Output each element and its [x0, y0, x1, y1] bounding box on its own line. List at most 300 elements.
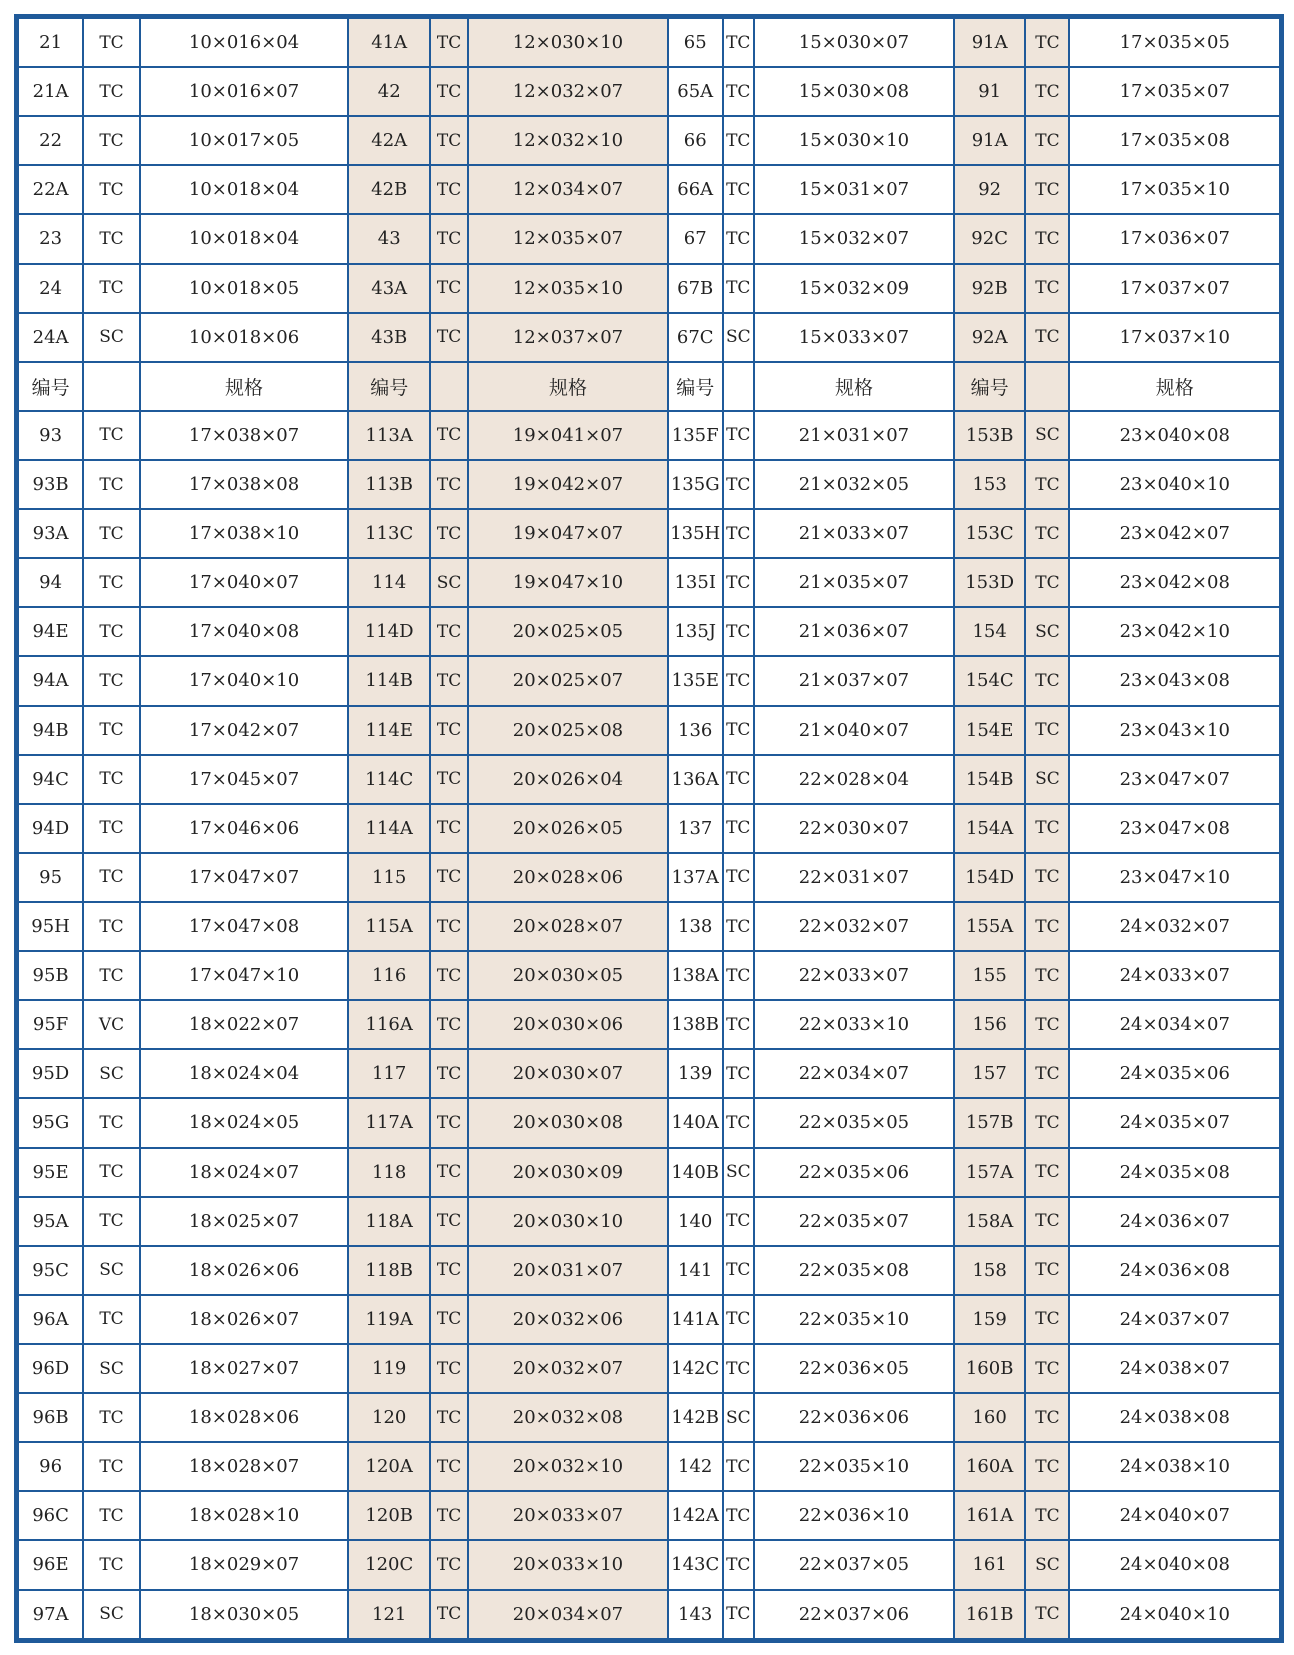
- spec-cell: 20×028×07: [469, 903, 667, 950]
- spec-cell: 24×038×07: [1070, 1345, 1279, 1392]
- id-cell: 96D: [19, 1345, 82, 1392]
- type-cell: TC: [431, 608, 467, 655]
- spec-cell: 17×035×08: [1070, 117, 1279, 164]
- id-cell: 114E: [349, 707, 429, 754]
- spec-cell: 17×047×08: [141, 903, 347, 950]
- type-cell: TC: [1026, 215, 1068, 262]
- spec-cell: 15×030×10: [755, 117, 953, 164]
- type-cell: TC: [1026, 805, 1068, 852]
- type-cell: TC: [724, 657, 753, 704]
- header-type-cell: [431, 363, 467, 410]
- type-cell: SC: [724, 314, 753, 361]
- type-cell: TC: [431, 117, 467, 164]
- id-cell: 96C: [19, 1492, 82, 1539]
- type-cell: TC: [84, 461, 139, 508]
- id-cell: 119A: [349, 1296, 429, 1343]
- id-cell: 120: [349, 1394, 429, 1441]
- type-cell: TC: [431, 1198, 467, 1245]
- id-cell: 135H: [669, 510, 722, 557]
- type-cell: SC: [1026, 608, 1068, 655]
- type-cell: TC: [1026, 1345, 1068, 1392]
- spec-cell: 10×018×04: [141, 166, 347, 213]
- type-cell: TC: [84, 1443, 139, 1490]
- id-cell: 142C: [669, 1345, 722, 1392]
- id-cell: 143: [669, 1591, 722, 1639]
- id-cell: 66A: [669, 166, 722, 213]
- type-cell: TC: [84, 1492, 139, 1539]
- spec-cell: 15×033×07: [755, 314, 953, 361]
- id-cell: 155: [955, 952, 1024, 999]
- spec-cell: 24×038×08: [1070, 1394, 1279, 1441]
- type-cell: TC: [1026, 1198, 1068, 1245]
- table-row: [19, 1591, 1279, 1639]
- table-row: [19, 19, 1279, 66]
- table-row: [19, 1198, 1279, 1245]
- spec-cell: 12×032×07: [469, 68, 667, 115]
- type-cell: TC: [431, 1492, 467, 1539]
- id-cell: 66: [669, 117, 722, 164]
- type-cell: TC: [431, 854, 467, 901]
- id-cell: 95C: [19, 1247, 82, 1294]
- seal-spec-table: [17, 17, 1281, 1640]
- type-cell: TC: [84, 608, 139, 655]
- type-cell: TC: [431, 1149, 467, 1196]
- spec-cell: 24×032×07: [1070, 903, 1279, 950]
- spec-cell: 21×040×07: [755, 707, 953, 754]
- table-row: [19, 1149, 1279, 1196]
- id-cell: 157B: [955, 1099, 1024, 1146]
- type-cell: TC: [724, 1541, 753, 1588]
- id-cell: 115: [349, 854, 429, 901]
- id-cell: 135E: [669, 657, 722, 704]
- spec-cell: 17×046×06: [141, 805, 347, 852]
- type-cell: TC: [431, 756, 467, 803]
- spec-cell: 22×032×07: [755, 903, 953, 950]
- type-cell: TC: [724, 1492, 753, 1539]
- id-cell: 96E: [19, 1541, 82, 1588]
- table-body: [19, 19, 1279, 1638]
- spec-cell: 17×036×07: [1070, 215, 1279, 262]
- spec-cell: 15×032×09: [755, 265, 953, 312]
- spec-cell: 22×036×05: [755, 1345, 953, 1392]
- table-row: [19, 1443, 1279, 1490]
- id-cell: 158: [955, 1247, 1024, 1294]
- type-cell: TC: [724, 461, 753, 508]
- id-cell: 121: [349, 1591, 429, 1639]
- id-cell: 142B: [669, 1394, 722, 1441]
- id-cell: 140: [669, 1198, 722, 1245]
- header-spec-cell: 规格: [469, 363, 667, 410]
- id-cell: 160B: [955, 1345, 1024, 1392]
- spec-cell: 22×037×05: [755, 1541, 953, 1588]
- spec-cell: 18×030×05: [141, 1591, 347, 1639]
- spec-cell: 24×040×10: [1070, 1591, 1279, 1639]
- spec-cell: 23×040×10: [1070, 461, 1279, 508]
- spec-cell: 20×033×07: [469, 1492, 667, 1539]
- type-cell: TC: [1026, 657, 1068, 704]
- spec-cell: 15×032×07: [755, 215, 953, 262]
- spec-cell: 24×040×08: [1070, 1541, 1279, 1588]
- type-cell: TC: [431, 1541, 467, 1588]
- table-row: [19, 805, 1279, 852]
- table-row: [19, 756, 1279, 803]
- id-cell: 158A: [955, 1198, 1024, 1245]
- spec-cell: 22×033×07: [755, 952, 953, 999]
- table-row: [19, 1541, 1279, 1588]
- id-cell: 92C: [955, 215, 1024, 262]
- header-spec-cell: 规格: [1070, 363, 1279, 410]
- id-cell: 137A: [669, 854, 722, 901]
- spec-cell: 10×016×07: [141, 68, 347, 115]
- spec-cell: 18×029×07: [141, 1541, 347, 1588]
- spec-cell: 18×024×07: [141, 1149, 347, 1196]
- table-row: [19, 608, 1279, 655]
- spec-cell: 20×030×10: [469, 1198, 667, 1245]
- id-cell: 153: [955, 461, 1024, 508]
- table-row: [19, 68, 1279, 115]
- spec-cell: 19×042×07: [469, 461, 667, 508]
- spec-cell: 18×026×06: [141, 1247, 347, 1294]
- id-cell: 160: [955, 1394, 1024, 1441]
- spec-cell: 21×037×07: [755, 657, 953, 704]
- id-cell: 154E: [955, 707, 1024, 754]
- type-cell: TC: [724, 1050, 753, 1097]
- type-cell: TC: [724, 756, 753, 803]
- id-cell: 43: [349, 215, 429, 262]
- id-cell: 120B: [349, 1492, 429, 1539]
- spec-cell: 18×028×07: [141, 1443, 347, 1490]
- id-cell: 135F: [669, 412, 722, 459]
- type-cell: TC: [431, 1394, 467, 1441]
- spec-cell: 10×018×04: [141, 215, 347, 262]
- id-cell: 41A: [349, 19, 429, 66]
- spec-cell: 12×035×07: [469, 215, 667, 262]
- id-cell: 136A: [669, 756, 722, 803]
- spec-cell: 17×038×07: [141, 412, 347, 459]
- spec-cell: 17×045×07: [141, 756, 347, 803]
- id-cell: 120A: [349, 1443, 429, 1490]
- spec-table-frame: [14, 14, 1284, 1643]
- type-cell: TC: [724, 215, 753, 262]
- spec-cell: 19×047×07: [469, 510, 667, 557]
- id-cell: 91: [955, 68, 1024, 115]
- id-cell: 95F: [19, 1001, 82, 1048]
- spec-cell: 22×035×10: [755, 1296, 953, 1343]
- id-cell: 137: [669, 805, 722, 852]
- spec-cell: 15×030×07: [755, 19, 953, 66]
- id-cell: 43B: [349, 314, 429, 361]
- type-cell: TC: [84, 166, 139, 213]
- id-cell: 94C: [19, 756, 82, 803]
- type-cell: TC: [724, 265, 753, 312]
- table-row: [19, 1050, 1279, 1097]
- id-cell: 113A: [349, 412, 429, 459]
- type-cell: TC: [724, 1198, 753, 1245]
- spec-cell: 20×032×06: [469, 1296, 667, 1343]
- type-cell: TC: [724, 952, 753, 999]
- spec-cell: 24×035×07: [1070, 1099, 1279, 1146]
- type-cell: TC: [84, 756, 139, 803]
- id-cell: 156: [955, 1001, 1024, 1048]
- id-cell: 21: [19, 19, 82, 66]
- id-cell: 157A: [955, 1149, 1024, 1196]
- spec-cell: 18×022×07: [141, 1001, 347, 1048]
- id-cell: 116A: [349, 1001, 429, 1048]
- type-cell: TC: [431, 19, 467, 66]
- spec-cell: 17×040×07: [141, 559, 347, 606]
- type-cell: TC: [724, 68, 753, 115]
- spec-cell: 24×035×08: [1070, 1149, 1279, 1196]
- spec-cell: 12×032×10: [469, 117, 667, 164]
- id-cell: 117A: [349, 1099, 429, 1146]
- id-cell: 141A: [669, 1296, 722, 1343]
- type-cell: TC: [84, 412, 139, 459]
- type-cell: TC: [1026, 314, 1068, 361]
- id-cell: 161: [955, 1541, 1024, 1588]
- id-cell: 23: [19, 215, 82, 262]
- type-cell: TC: [84, 805, 139, 852]
- spec-cell: 23×042×10: [1070, 608, 1279, 655]
- header-type-cell: [724, 363, 753, 410]
- type-cell: SC: [431, 559, 467, 606]
- id-cell: 22A: [19, 166, 82, 213]
- id-cell: 154B: [955, 756, 1024, 803]
- spec-cell: 20×031×07: [469, 1247, 667, 1294]
- table-row: [19, 510, 1279, 557]
- spec-cell: 17×040×10: [141, 657, 347, 704]
- id-cell: 141: [669, 1247, 722, 1294]
- type-cell: TC: [1026, 1001, 1068, 1048]
- header-id-cell: 编号: [19, 363, 82, 410]
- spec-cell: 18×028×06: [141, 1394, 347, 1441]
- id-cell: 93B: [19, 461, 82, 508]
- id-cell: 92A: [955, 314, 1024, 361]
- id-cell: 116: [349, 952, 429, 999]
- type-cell: TC: [1026, 707, 1068, 754]
- spec-cell: 10×018×05: [141, 265, 347, 312]
- type-cell: TC: [724, 559, 753, 606]
- type-cell: TC: [84, 215, 139, 262]
- id-cell: 154D: [955, 854, 1024, 901]
- id-cell: 157: [955, 1050, 1024, 1097]
- type-cell: SC: [1026, 412, 1068, 459]
- table-row: [19, 559, 1279, 606]
- type-cell: TC: [724, 1345, 753, 1392]
- spec-cell: 22×036×06: [755, 1394, 953, 1441]
- spec-cell: 24×037×07: [1070, 1296, 1279, 1343]
- type-cell: TC: [1026, 854, 1068, 901]
- type-cell: TC: [1026, 1099, 1068, 1146]
- type-cell: TC: [84, 854, 139, 901]
- type-cell: TC: [431, 1247, 467, 1294]
- type-cell: TC: [84, 1394, 139, 1441]
- id-cell: 135I: [669, 559, 722, 606]
- id-cell: 139: [669, 1050, 722, 1097]
- spec-cell: 20×032×07: [469, 1345, 667, 1392]
- spec-cell: 17×035×10: [1070, 166, 1279, 213]
- id-cell: 91A: [955, 19, 1024, 66]
- type-cell: TC: [1026, 1394, 1068, 1441]
- table-row: [19, 1001, 1279, 1048]
- id-cell: 96: [19, 1443, 82, 1490]
- spec-cell: 20×025×08: [469, 707, 667, 754]
- spec-cell: 12×030×10: [469, 19, 667, 66]
- type-cell: TC: [1026, 1492, 1068, 1539]
- spec-cell: 22×030×07: [755, 805, 953, 852]
- spec-cell: 22×035×06: [755, 1149, 953, 1196]
- type-cell: TC: [724, 1247, 753, 1294]
- header-spec-cell: 规格: [755, 363, 953, 410]
- spec-cell: 10×018×06: [141, 314, 347, 361]
- table-row: [19, 1296, 1279, 1343]
- id-cell: 94D: [19, 805, 82, 852]
- spec-cell: 20×030×08: [469, 1099, 667, 1146]
- type-cell: TC: [724, 1443, 753, 1490]
- spec-cell: 24×036×08: [1070, 1247, 1279, 1294]
- spec-cell: 10×016×04: [141, 19, 347, 66]
- spec-cell: 19×047×10: [469, 559, 667, 606]
- id-cell: 114D: [349, 608, 429, 655]
- spec-cell: 17×035×05: [1070, 19, 1279, 66]
- spec-cell: 18×027×07: [141, 1345, 347, 1392]
- spec-cell: 23×043×08: [1070, 657, 1279, 704]
- type-cell: TC: [1026, 68, 1068, 115]
- type-cell: TC: [431, 461, 467, 508]
- table-row: [19, 1394, 1279, 1441]
- id-cell: 154C: [955, 657, 1024, 704]
- type-cell: TC: [431, 412, 467, 459]
- type-cell: TC: [84, 19, 139, 66]
- id-cell: 153D: [955, 559, 1024, 606]
- type-cell: TC: [84, 707, 139, 754]
- table-row: [19, 657, 1279, 704]
- spec-cell: 20×032×10: [469, 1443, 667, 1490]
- id-cell: 140A: [669, 1099, 722, 1146]
- id-cell: 94: [19, 559, 82, 606]
- table-row: [19, 412, 1279, 459]
- id-cell: 67: [669, 215, 722, 262]
- table-row: [19, 1247, 1279, 1294]
- spec-cell: 15×031×07: [755, 166, 953, 213]
- table-row: [19, 461, 1279, 508]
- type-cell: TC: [84, 510, 139, 557]
- id-cell: 154A: [955, 805, 1024, 852]
- spec-cell: 17×047×07: [141, 854, 347, 901]
- type-cell: TC: [724, 805, 753, 852]
- type-cell: TC: [431, 1296, 467, 1343]
- spec-cell: 20×034×07: [469, 1591, 667, 1639]
- id-cell: 96B: [19, 1394, 82, 1441]
- spec-cell: 12×037×07: [469, 314, 667, 361]
- type-cell: TC: [84, 559, 139, 606]
- type-cell: TC: [84, 1149, 139, 1196]
- table-row: [19, 1099, 1279, 1146]
- type-cell: TC: [431, 265, 467, 312]
- id-cell: 67C: [669, 314, 722, 361]
- id-cell: 113C: [349, 510, 429, 557]
- id-cell: 96A: [19, 1296, 82, 1343]
- type-cell: TC: [431, 68, 467, 115]
- header-id-cell: 编号: [349, 363, 429, 410]
- spec-cell: 22×035×07: [755, 1198, 953, 1245]
- id-cell: 138: [669, 903, 722, 950]
- spec-cell: 20×028×06: [469, 854, 667, 901]
- type-cell: TC: [84, 952, 139, 999]
- type-cell: TC: [724, 19, 753, 66]
- type-cell: TC: [724, 903, 753, 950]
- id-cell: 93A: [19, 510, 82, 557]
- id-cell: 65A: [669, 68, 722, 115]
- header-type-cell: [1026, 363, 1068, 410]
- header-spec-cell: 规格: [141, 363, 347, 410]
- spec-cell: 20×032×08: [469, 1394, 667, 1441]
- type-cell: TC: [431, 1099, 467, 1146]
- type-cell: TC: [84, 903, 139, 950]
- spec-cell: 20×033×10: [469, 1541, 667, 1588]
- type-cell: SC: [84, 1591, 139, 1639]
- id-cell: 94A: [19, 657, 82, 704]
- id-cell: 95B: [19, 952, 82, 999]
- id-cell: 114B: [349, 657, 429, 704]
- table-row: [19, 952, 1279, 999]
- spec-cell: 18×024×04: [141, 1050, 347, 1097]
- id-cell: 95E: [19, 1149, 82, 1196]
- spec-cell: 19×041×07: [469, 412, 667, 459]
- spec-cell: 22×033×10: [755, 1001, 953, 1048]
- id-cell: 95D: [19, 1050, 82, 1097]
- id-cell: 135G: [669, 461, 722, 508]
- id-cell: 161B: [955, 1591, 1024, 1639]
- id-cell: 94E: [19, 608, 82, 655]
- table-row: [19, 1345, 1279, 1392]
- type-cell: TC: [724, 1099, 753, 1146]
- type-cell: TC: [1026, 19, 1068, 66]
- spec-cell: 18×024×05: [141, 1099, 347, 1146]
- spec-cell: 17×037×10: [1070, 314, 1279, 361]
- type-cell: TC: [724, 854, 753, 901]
- id-cell: 160A: [955, 1443, 1024, 1490]
- spec-cell: 18×028×10: [141, 1492, 347, 1539]
- id-cell: 92B: [955, 265, 1024, 312]
- spec-cell: 17×037×07: [1070, 265, 1279, 312]
- type-cell: TC: [724, 707, 753, 754]
- type-cell: TC: [724, 412, 753, 459]
- type-cell: TC: [724, 510, 753, 557]
- type-cell: TC: [1026, 1050, 1068, 1097]
- type-cell: VC: [84, 1001, 139, 1048]
- type-cell: SC: [84, 1247, 139, 1294]
- spec-cell: 23×040×08: [1070, 412, 1279, 459]
- spec-cell: 17×042×07: [141, 707, 347, 754]
- spec-cell: 24×035×06: [1070, 1050, 1279, 1097]
- id-cell: 43A: [349, 265, 429, 312]
- type-cell: TC: [84, 117, 139, 164]
- id-cell: 92: [955, 166, 1024, 213]
- spec-cell: 24×036×07: [1070, 1198, 1279, 1245]
- table-row: [19, 314, 1279, 361]
- table-row: [19, 1492, 1279, 1539]
- id-cell: 118A: [349, 1198, 429, 1245]
- spec-cell: 24×038×10: [1070, 1443, 1279, 1490]
- id-cell: 118: [349, 1149, 429, 1196]
- id-cell: 42A: [349, 117, 429, 164]
- id-cell: 95H: [19, 903, 82, 950]
- spec-cell: 22×034×07: [755, 1050, 953, 1097]
- type-cell: TC: [84, 657, 139, 704]
- id-cell: 155A: [955, 903, 1024, 950]
- spec-cell: 20×025×07: [469, 657, 667, 704]
- spec-cell: 20×030×07: [469, 1050, 667, 1097]
